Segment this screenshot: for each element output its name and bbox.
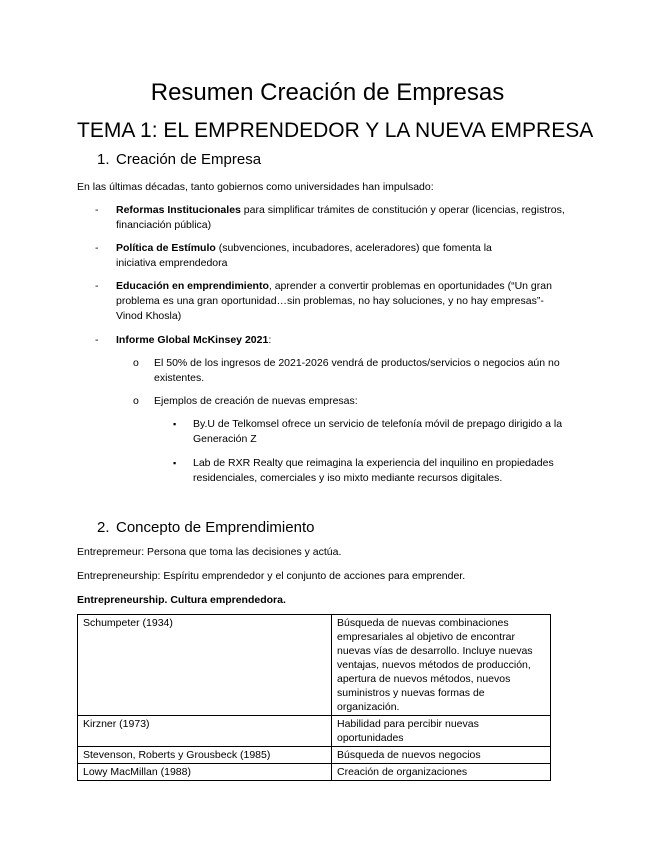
table-cell-definition: Búsqueda de nuevos negocios bbox=[332, 747, 551, 764]
list-item bbox=[116, 203, 576, 233]
list-item-bold: Política de Estímulo bbox=[116, 242, 216, 254]
table-cell-definition: Creación de organizaciones bbox=[332, 764, 551, 781]
list-item-text: para simplificar trámites de constitución y operar (licencias, registros, financiación pública) bbox=[116, 204, 565, 231]
section1-title: Creación de Empresa bbox=[116, 151, 262, 168]
list-item-text: , aprender a convertir problemas en oportunidades (“Un gran problema es una gran oportunidad…sin problemas, no hay soluciones, y no hay empresas”- Vinod Khosla) bbox=[116, 280, 552, 322]
example-item: By.U de Telkomsel ofrece un servicio de telefonía móvil de prepago dirigido a la Generación Z bbox=[193, 418, 563, 445]
table-cell-definition: Habilidad para percibir nuevas oportunidades bbox=[332, 716, 551, 747]
table-row bbox=[78, 764, 551, 781]
list-item-text: (subvenciones, incubadores, aceleradores) que fomenta la iniciativa emprendedora bbox=[116, 242, 492, 269]
dash-bullet: - bbox=[95, 242, 99, 254]
table-cell-author: Stevenson, Roberts y Grousbeck (1985) bbox=[78, 747, 332, 764]
list-item-text: : bbox=[268, 334, 272, 346]
definitions-table bbox=[77, 614, 551, 781]
table-cell-author: Schumpeter (1934) bbox=[78, 615, 332, 716]
circle-bullet: o bbox=[133, 395, 139, 407]
tema-heading: TEMA 1: EL EMPRENDEDOR Y LA NUEVA EMPRESA bbox=[77, 119, 594, 142]
table-row bbox=[78, 716, 551, 747]
list-item bbox=[116, 279, 572, 324]
section1-intro: En las últimas décadas, tanto gobiernos como universidades han impulsado: bbox=[77, 181, 434, 193]
section1-heading bbox=[97, 150, 261, 170]
list-item-bold: Educación en emprendimiento bbox=[116, 280, 269, 292]
section2-heading bbox=[97, 518, 314, 538]
sub-list-item: El 50% de los ingresos de 2021-2026 vendrá de productos/servicios o negocios aún no existentes. bbox=[154, 357, 560, 384]
list-item-bold: Informe Global McKinsey 2021 bbox=[116, 334, 269, 346]
square-bullet: ▪ bbox=[173, 458, 177, 468]
document-title: Resumen Creación de Empresas bbox=[150, 79, 505, 106]
list-item-bold: Reformas Institucionales bbox=[116, 204, 241, 216]
circle-bullet: o bbox=[133, 357, 139, 369]
definition-entrepremeur: Entrepremeur: Persona que toma las decisiones y actúa. bbox=[77, 546, 342, 558]
table-cell-definition: Búsqueda de nuevas combinaciones empresariales al objetivo de encontrar nuevas vías de desarrollo. Incluye nuevas ventajas, nuevos métodos de producción, apertura de nuevos métodos, nuevos suministros y nuevas formas de organización. bbox=[332, 615, 551, 716]
sub-list-item: Ejemplos de creación de nuevas empresas: bbox=[154, 395, 358, 407]
definition-entrepreneurship: Entrepreneurship: Espíritu emprendedor y el conjunto de acciones para emprender. bbox=[77, 570, 466, 582]
culture-heading: Entrepreneurship. Cultura emprendedora. bbox=[77, 594, 286, 606]
dash-bullet: - bbox=[95, 280, 99, 292]
square-bullet: ▪ bbox=[173, 419, 177, 429]
section2-number: 2. bbox=[97, 519, 110, 536]
section1-number: 1. bbox=[97, 151, 110, 168]
table-row bbox=[78, 615, 551, 716]
dash-bullet: - bbox=[95, 204, 99, 216]
list-item bbox=[116, 241, 516, 271]
section2-title: Concepto de Emprendimiento bbox=[116, 519, 315, 536]
table-row bbox=[78, 747, 551, 764]
example-item: Lab de RXR Realty que reimagina la experiencia del inquilino en propiedades residenciales, comerciales y iso mixto mediante recursos digitales. bbox=[193, 457, 554, 484]
dash-bullet: - bbox=[95, 334, 99, 346]
table-cell-author: Kirzner (1973) bbox=[78, 716, 332, 747]
table-cell-author: Lowy MacMillan (1988) bbox=[78, 764, 332, 781]
list-item bbox=[116, 333, 516, 348]
